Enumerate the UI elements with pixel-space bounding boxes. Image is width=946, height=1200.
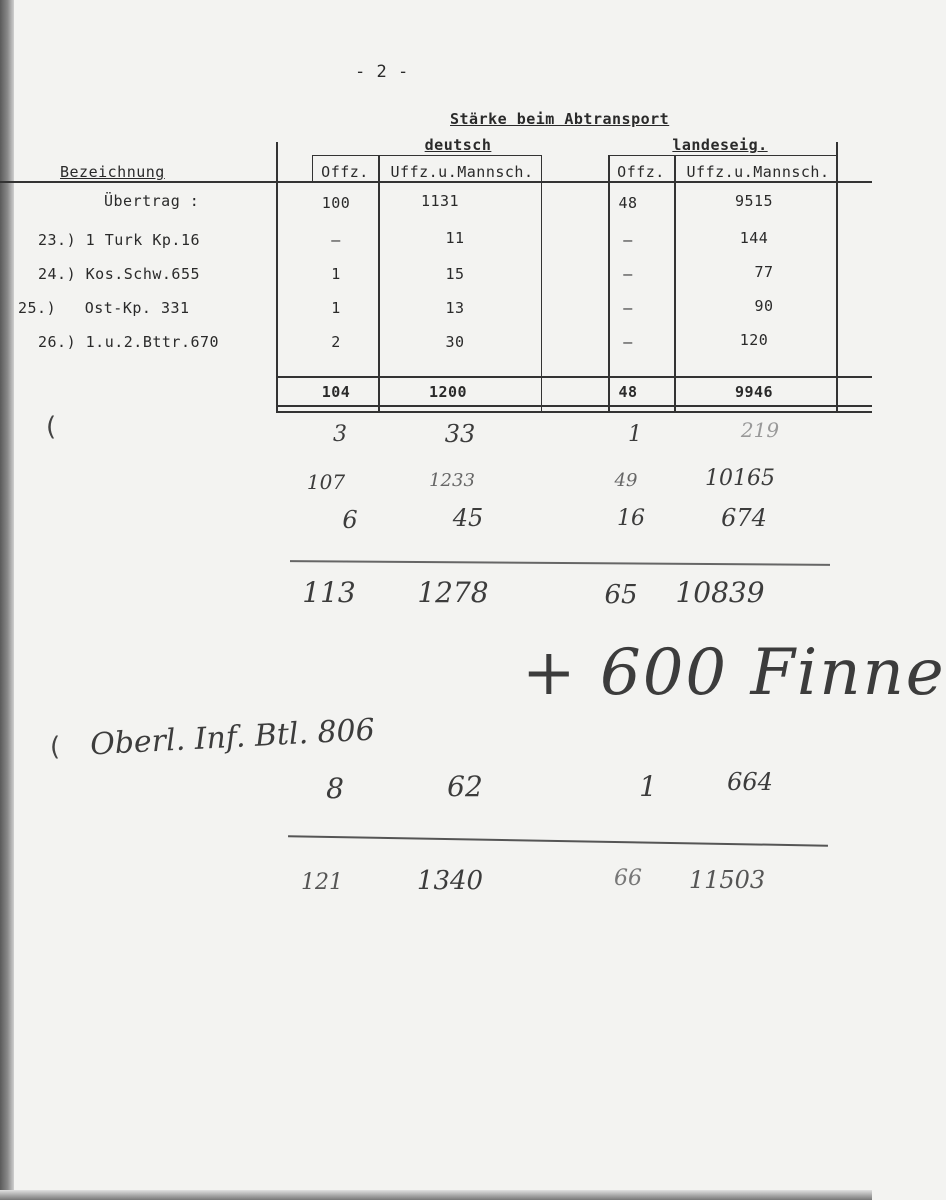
cell-offz-landeseig: – xyxy=(623,265,633,283)
cell-offz-deutsch: 2 xyxy=(331,333,341,351)
col-divider-5 xyxy=(674,155,676,412)
hand-sum-offz-deutsch: 113 xyxy=(302,576,356,609)
cell-uffz-deutsch: 11 xyxy=(445,229,465,247)
cell-offz-deutsch: – xyxy=(331,231,341,249)
col-divider-6 xyxy=(836,142,838,412)
cell-uffz-landeseig: 144 xyxy=(739,229,769,247)
cell-offz-landeseig: – xyxy=(623,231,633,249)
col-divider-2 xyxy=(378,155,380,412)
hand-uffz-deutsch: 62 xyxy=(447,770,483,803)
total-top-rule xyxy=(276,376,872,378)
hand-offz-deutsch: 6 xyxy=(342,506,358,534)
cell-uffz-deutsch: 1131 xyxy=(420,192,460,210)
table-title: Stärke beim Abtransport xyxy=(450,110,670,128)
hand-offz-deutsch: 3 xyxy=(333,422,347,447)
cell-uffz-landeseig: 77 xyxy=(754,263,774,281)
total-offz-landeseig: 48 xyxy=(618,383,638,401)
cell-offz-deutsch: 1 xyxy=(331,299,341,317)
hand-uffz-landeseig: 219 xyxy=(740,418,780,442)
header-rule-deutsch xyxy=(312,155,542,156)
total-uffz-deutsch: 1200 xyxy=(428,383,468,401)
group-header-deutsch: deutsch xyxy=(424,136,492,154)
hand-sum-offz-landeseig: 65 xyxy=(604,580,638,610)
punch-hole-mark: ( xyxy=(50,732,61,762)
col-header-offz-landeseig: Offz. xyxy=(617,163,665,181)
cell-uffz-deutsch: 30 xyxy=(445,333,465,351)
row-label: 23.) 1 Turk Kp.16 xyxy=(38,231,201,249)
hand-sum-uffz-deutsch: 1340 xyxy=(416,866,484,896)
cell-uffz-deutsch: 15 xyxy=(445,265,465,283)
cell-offz-deutsch: 1 xyxy=(331,265,341,283)
hand-uffz-deutsch: 33 xyxy=(444,420,476,448)
total-offz-deutsch: 104 xyxy=(321,383,351,401)
hand-offz-landeseig: 16 xyxy=(617,506,645,531)
cell-offz-landeseig: – xyxy=(623,333,633,351)
row-label: Übertrag : xyxy=(104,192,200,210)
hand-offz-deutsch: 8 xyxy=(326,772,344,805)
header-rule-landeseig xyxy=(608,155,838,156)
cell-uffz-landeseig: 9515 xyxy=(734,192,774,210)
group-header-landeseig: landeseig. xyxy=(672,136,768,154)
hand-sum-offz-deutsch: 121 xyxy=(301,870,343,895)
col-divider-3 xyxy=(541,155,542,412)
cell-uffz-landeseig: 120 xyxy=(739,331,769,349)
total-uffz-landeseig: 9946 xyxy=(734,383,774,401)
total-bottom-double-rule xyxy=(276,405,872,413)
cell-offz-deutsch: 100 xyxy=(321,194,351,212)
handwritten-sum-line-2 xyxy=(288,835,828,846)
col-divider-1 xyxy=(276,142,278,412)
hand-offz-landeseig: 1 xyxy=(628,422,642,447)
cell-offz-landeseig: 48 xyxy=(618,194,638,212)
col-header-offz-deutsch: Offz. xyxy=(321,163,369,181)
page-bottom-edge xyxy=(0,1190,872,1200)
punch-hole-mark: ( xyxy=(46,412,57,442)
hand-uffz-deutsch: 1233 xyxy=(429,470,475,491)
col-header-bezeichnung: Bezeichnung xyxy=(60,163,165,181)
row-label: 26.) 1.u.2.Bttr.670 xyxy=(38,333,220,351)
page-number: - 2 - xyxy=(355,62,409,82)
col-header-uffz-deutsch: Uffz.u.Mannsch. xyxy=(390,163,534,181)
col-divider-header-a xyxy=(312,155,313,183)
hand-uffz-landeseig: 10165 xyxy=(705,466,775,491)
hand-sum-uffz-landeseig: 11503 xyxy=(688,866,766,894)
hand-offz-landeseig: 49 xyxy=(614,470,638,491)
header-bottom-rule xyxy=(0,181,872,183)
hand-sum-uffz-landeseig: 10839 xyxy=(675,576,765,609)
handwritten-sum-line xyxy=(290,560,830,566)
hand-sum-offz-landeseig: 66 xyxy=(614,866,642,891)
hand-uffz-landeseig: 664 xyxy=(727,768,773,796)
hand-sum-uffz-deutsch: 1278 xyxy=(417,576,489,609)
hand-offz-landeseig: 1 xyxy=(639,770,657,803)
cell-uffz-deutsch: 13 xyxy=(445,299,465,317)
cell-offz-landeseig: – xyxy=(623,299,633,317)
row-label: 25.) Ost-Kp. 331 xyxy=(18,299,190,317)
hand-note-plus-finne: + 600 Finne xyxy=(522,636,946,710)
col-header-uffz-landeseig: Uffz.u.Mannsch. xyxy=(686,163,830,181)
row-label: 24.) Kos.Schw.655 xyxy=(38,265,201,283)
hand-offz-deutsch: 107 xyxy=(306,470,346,494)
hand-uffz-landeseig: 674 xyxy=(721,504,767,532)
hand-note-unit: Oberl. Inf. Btl. 806 xyxy=(89,712,376,763)
page-edge-shadow xyxy=(0,0,14,1200)
cell-uffz-landeseig: 90 xyxy=(754,297,774,315)
hand-uffz-deutsch: 45 xyxy=(452,504,484,532)
